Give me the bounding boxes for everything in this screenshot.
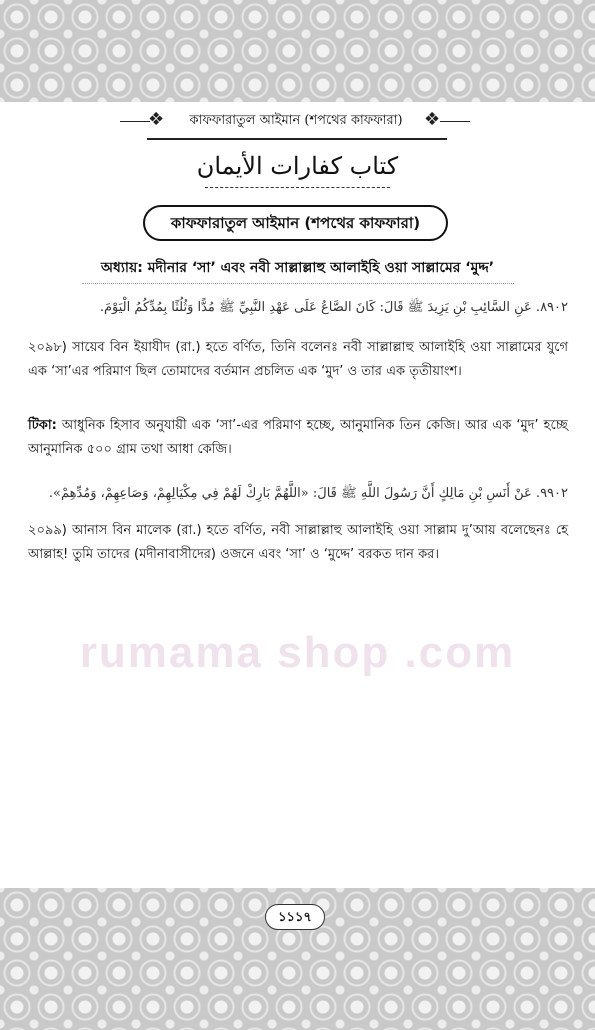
chapter-title: কাফফারাতুল আইমান (শপথের কাফফারা) <box>143 205 448 241</box>
note-text: আধুনিক হিসাব অনুযায়ী এক ‘সা’-এর পরিমাণ হচ্ছে, আনুমানিক তিন কেজি। আর এক ‘মুদ’ হচ্ছে আনুমানিক ৫০০ গ্রাম তথা আধা কেজি। <box>28 418 568 457</box>
section-divider <box>82 283 514 284</box>
hadith-2-bengali: ২০৯৯) আনাস বিন মালেক (রা.) হতে বর্ণিত, নবী সাল্লাল্লাহু আলাইহি ওয়া সাল্লাম দু’আয় বলেছেনঃ হে আল্লাহ! তুমি তাদের (মদীনাবাসীদের) ওজনে এবং ‘সা’ ও ‘মুদ্দে’ বরকত দান কর। <box>28 523 568 562</box>
book-title-arabic: كتاب كفارات الأيمان <box>196 152 399 180</box>
hadith-1-bengali: ২০৯৮) সায়েব বিন ইয়াযীদ (রা.) হতে বর্ণিত, তিনি বলেনঃ নবী সাল্লাল্লাহু আলাইহি ওয়া সাল্লামের যুগে এক ‘সা’এর পরিমাণ ছিল তোমাদের বর্তমান প্রচলিত এক ‘মুদ’ ও তার এক তৃতীয়াংশ। <box>28 340 568 379</box>
page-number: ১১১৭ <box>265 904 325 930</box>
hadith-1-arabic: ٨٩٠٢. عَنِ السَّائِبِ بْنِ يَزِيدَ ﷺ قَالَ: كَانَ الصَّاعُ عَلَى عَهْدِ النَّبِيِّ ﷺ مُدًّا وَثُلُثًا بِمُدِّكُمُ الْيَوْمَ. <box>99 300 568 315</box>
title-divider <box>205 187 390 188</box>
ornament-right-icon: ❖ <box>424 109 441 130</box>
running-header-text: কাফফারাতুল আইমান (শপথের কাফফারা) <box>189 113 403 128</box>
hadith-2-arabic: ٩٩٠٢. عَنْ أَنَسِ بْنِ مَالِكٍ أَنَّ رَسُولَ اللَّهِ ﷺ قَالَ: «اللَّهُمَّ بَارِكْ لَهُمْ فِي مِكْيَالِهِمْ، وَصَاعِهِمْ، وَمُدِّهِمْ». <box>48 486 568 501</box>
running-header <box>0 104 595 138</box>
note-paragraph <box>28 414 568 462</box>
watermark: rumama shop .com <box>79 628 516 677</box>
ornament-left-icon: ❖ <box>148 109 165 130</box>
section-title: অধ্যায়: মদীনার ‘সা’ এবং নবী সাল্লাল্লাহু আলাইহি ওয়া সাল্লামের ‘মুদ্দ’ <box>100 260 495 276</box>
note-label: টিকা: <box>28 418 57 433</box>
header-rule-right <box>440 121 470 122</box>
header-underline <box>147 138 447 140</box>
decorative-header-band <box>0 0 595 102</box>
header-rule-left <box>120 121 150 122</box>
